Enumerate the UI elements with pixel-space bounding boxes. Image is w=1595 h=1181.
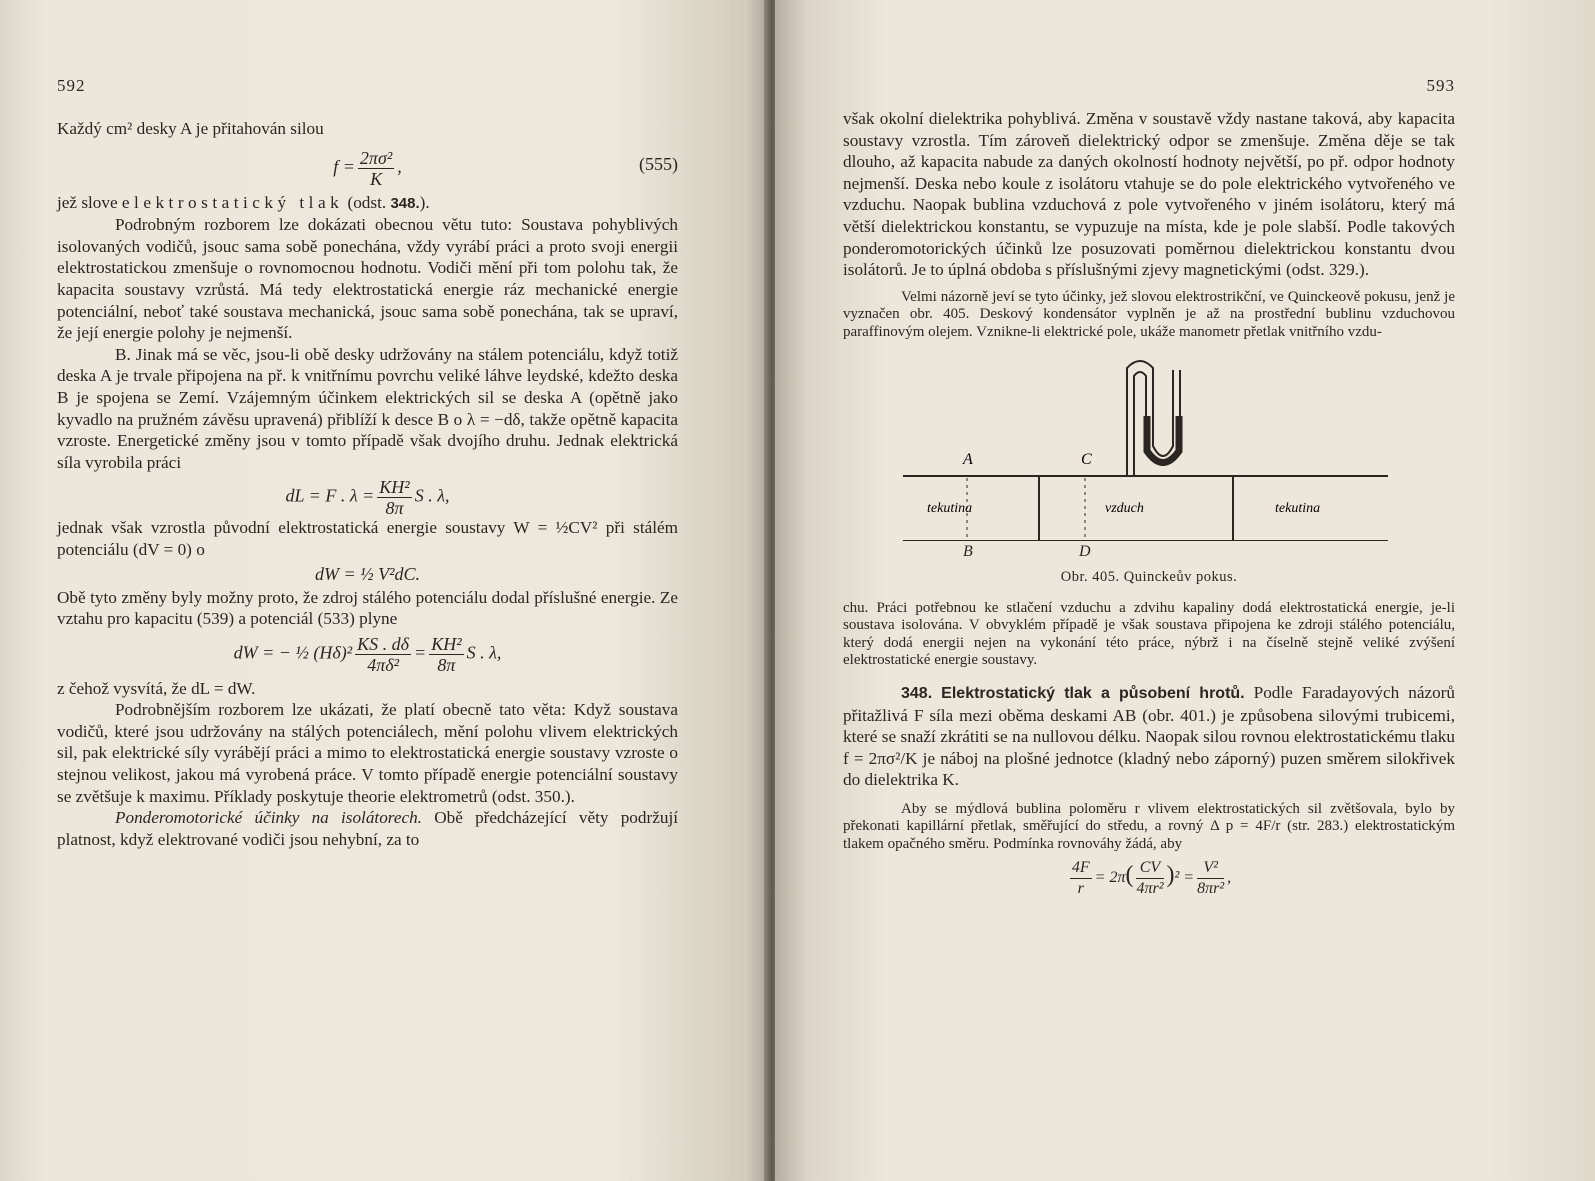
- section-number: 348.: [901, 684, 933, 702]
- text-spaced: elektrostatický tlak: [121, 192, 344, 212]
- label-D: D: [1079, 542, 1091, 560]
- section-text: Podle Faradayových názorů přitažlivá F síla mezi oběma deskami AB (obr. 401.) je způsobena silovými trubicemi, které se snaží zkrátiti se na nullovou délku. Naopak silou rovnou elektrostatickému tlaku f = 2πσ²/K je náboj na plošné jednotce (kladný nebo záporný) puzen směrem silokřivek do dielektrika K.: [843, 682, 1455, 790]
- section-title: Elektrostatický tlak a působení hrotů.: [941, 684, 1245, 702]
- right-page: [775, 0, 1595, 1181]
- label-right-liquid: tekutina: [1275, 500, 1321, 516]
- eq-lhs: f =: [333, 156, 355, 177]
- eq-lhs: dW = − ½ (Hδ)²: [233, 642, 353, 663]
- small-paragraph: Aby se mýdlová bublina poloměru r vlivem elektrostatických sil zvětšovala, bylo by překonati kapillární přetlak, směřující do středu, a rovný Δ p = 4F/r (str. 283.) elektrostatickým tlakem opačného směru. Podmínka rovnováhy žádá, aby: [843, 800, 1455, 853]
- text-d: ).: [419, 192, 430, 212]
- right-body: [843, 108, 1455, 899]
- small-text-1: [843, 289, 1455, 342]
- equation-dW: dW = ½ V²dC.: [314, 563, 421, 584]
- eq-tail: ,: [1227, 868, 1232, 886]
- eq-mid: ² =: [1174, 868, 1195, 886]
- figure-caption: Obr. 405. Quinckeův pokus.: [1060, 568, 1238, 585]
- figure-bottom-labels: [843, 542, 1455, 567]
- small-paragraph: Velmi názorně jeví se tyto účinky, jež slovou elektrostrikční, ve Quinckeově pokusu, jenž je vyznačen obr. 405. Deskový kondensátor vyplněn je až na prostřední bublinu vzduchovou paraffinovým olejem. Vznikne-li elektrické pole, ukáže manometr přetlak vnitřního vzdu-: [843, 288, 1455, 340]
- eq-den: 8π: [385, 498, 404, 519]
- eq-num: CV: [1136, 858, 1163, 879]
- small-text-2: [843, 600, 1455, 670]
- eq-den: 4πδ²: [367, 654, 399, 675]
- section-348: [843, 682, 1455, 791]
- line-pressure: [57, 192, 678, 215]
- left-body: [57, 118, 678, 850]
- label-A: A: [963, 450, 973, 468]
- eq-den: 8π: [437, 654, 456, 675]
- equation-dL: [57, 473, 678, 517]
- eq-tail: S . λ,: [466, 642, 502, 663]
- eq-tail: S . λ,: [414, 485, 450, 506]
- paragraph-5: z čehož vysvítá, že dL = dW.: [57, 678, 256, 698]
- paragraph-6: Podrobnějším rozborem lze ukázati, že platí obecně tato věta: Když soustava vodičů, které jsou udržovány na stálých potenciálech, mění polohu vlivem elektrických sil, pak elektrické síly vyrábějí práci a mimo to elektrostatická energie soustavy vzroste o stejnou velikost, jakou má vyrobená práce. V tomto případě energie potenciální soustavy se zvětšuje k maximu. Příklady poskytuje theorie elektrometrů (odst. 350.).: [57, 700, 678, 806]
- label-air: vzduch: [1105, 500, 1144, 516]
- section-ref: 348.: [390, 194, 420, 212]
- eq-num: KH²: [379, 477, 410, 498]
- eq-num: KH²: [431, 633, 462, 654]
- equation-number: (555): [639, 153, 678, 174]
- figure-405: [843, 356, 1455, 541]
- eq-lhs: dL = F . λ =: [285, 485, 375, 506]
- equation-dW2: [57, 630, 678, 678]
- line-force: Každý cm² desky A je přitahován silou: [57, 119, 324, 138]
- eq-num: 2πσ²: [359, 147, 393, 168]
- paragraph-1: však okolní dielektrika pohyblivá. Změna v soustavě vždy nastane taková, aby kapacita soustavy vzrostla. Tím zároveň dielektrický odpor se zmenšuje. Změna děje se tak dlouho, až kapacita nabude za daných okolností hodnoty největší, po př. odpor hodnoty nejmenší. Deska nebo koule z isolátoru vtahuje se do pole elektrického vytvořeného ve vzduchu. Naopak bublina vzduchová z pole vytvořeného v jiném isolátoru, který má větší dielektrickou konstantu, se vypuzuje na místa, kde je pole slabší. Podle takových ponderomotorických účinků lze posuzovati poměrnou dielektrickou konstantu dvou isolátorů. Je to úplná obdoba s příslušnými zjevy magnetickými (odst. 329.).: [843, 109, 1455, 280]
- text-a: jež slove: [57, 192, 122, 212]
- eq-den: K: [370, 168, 383, 189]
- label-C: C: [1081, 450, 1092, 468]
- eq-den: r: [1077, 879, 1084, 897]
- eq-tail: ,: [397, 156, 402, 177]
- eq-den: 4πr²: [1136, 879, 1164, 897]
- left-page: [0, 0, 770, 1181]
- label-left-liquid: tekutina: [927, 500, 973, 516]
- paragraph-3: jednak však vzrostla původní elektrostatická energie soustavy W = ½CV² při stálém potenciálu (dV = 0) o: [57, 518, 678, 559]
- eq-num: V²: [1197, 858, 1224, 879]
- text-c: (odst.: [343, 192, 391, 212]
- quincke-diagram: [843, 356, 1455, 541]
- italic-heading: Ponderomotorické účinky na isolátorech.: [115, 808, 422, 828]
- paragraph-7: [57, 807, 678, 850]
- equation-bubble: $\frac{4F}{r}$ = 2π( $\frac{CV}{\text{4πr²}}$ )² = $\frac{\text{V²}}{\text{8πr²}}$ ,: [1071, 858, 1232, 897]
- paragraph-7-text: Obě předcházející věty podržují platnost, když elektrované vodiči jsou nehybní, za to: [57, 808, 678, 849]
- eq-mid: = 2π: [1094, 868, 1126, 886]
- small-text-3: [843, 801, 1455, 854]
- equation-555: [57, 140, 678, 189]
- eq-den: 8πr²: [1197, 879, 1225, 897]
- small-paragraph: chu. Práci potřebnou ke stlačení vzduchu a zdvihu kapaliny dodá elektrostatická energie, je-li soustava isolována. V obvyklém případě je však soustava připojena ke zdroji stálého potenciálu, který dodá energii nejen na vykonání této práce, nýbrž i na číselně stejně veliké zvýšení elektrostatické energie soustavy.: [843, 599, 1455, 669]
- page-number-right: 593: [1426, 76, 1455, 95]
- eq-mid: =: [414, 642, 427, 663]
- page-number-left: 592: [57, 76, 86, 95]
- paragraph-1: Podrobným rozborem lze dokázati obecnou větu tuto: Soustava pohyblivých isolovaných vodičů, jsouc sama sobě ponechána, vždy vyrábí práci a proto svoji energii elektrostatickou zmenšuje o rovnomocnou hodnotu. Vodiči mění při tom polohu tak, že kapacita soustavy vzrůstá. Má tedy elektrostatická energie ráz mechanické energie potenciální, neboť také soustava mechanická, jsouc sama sobě ponechána, tak se upraví, že její energie polohy je nejmenší.: [57, 215, 678, 343]
- eq-num: 4F: [1070, 858, 1092, 879]
- eq-num: KS . dδ: [357, 633, 410, 654]
- paragraph-4: Obě tyto změny byly možny proto, že zdroj stálého potenciálu dodal příslušné energie. Ze vztahu pro kapacitu (539) a potenciál (533) plyne: [57, 587, 678, 629]
- paragraph-2: B. Jinak má se věc, jsou-li obě desky udržovány na stálem potenciálu, když totiž deska A je trvale připojena na př. k vnitřnímu povrchu veliké láhve leydské, kdežto deska B je spojena se Zemí. Vzájemným účinkem elektrických sil se deska A (opětně jako kyvadlo na pružném závěsu upravená) přiblíží k desce B o λ = −dδ, takže opětně kapacita vzroste. Energetické změny jsou v tomto případě však dvojího druhu. Jednak elektrická síla vyrobila práci: [57, 344, 678, 472]
- label-B: B: [963, 542, 973, 560]
